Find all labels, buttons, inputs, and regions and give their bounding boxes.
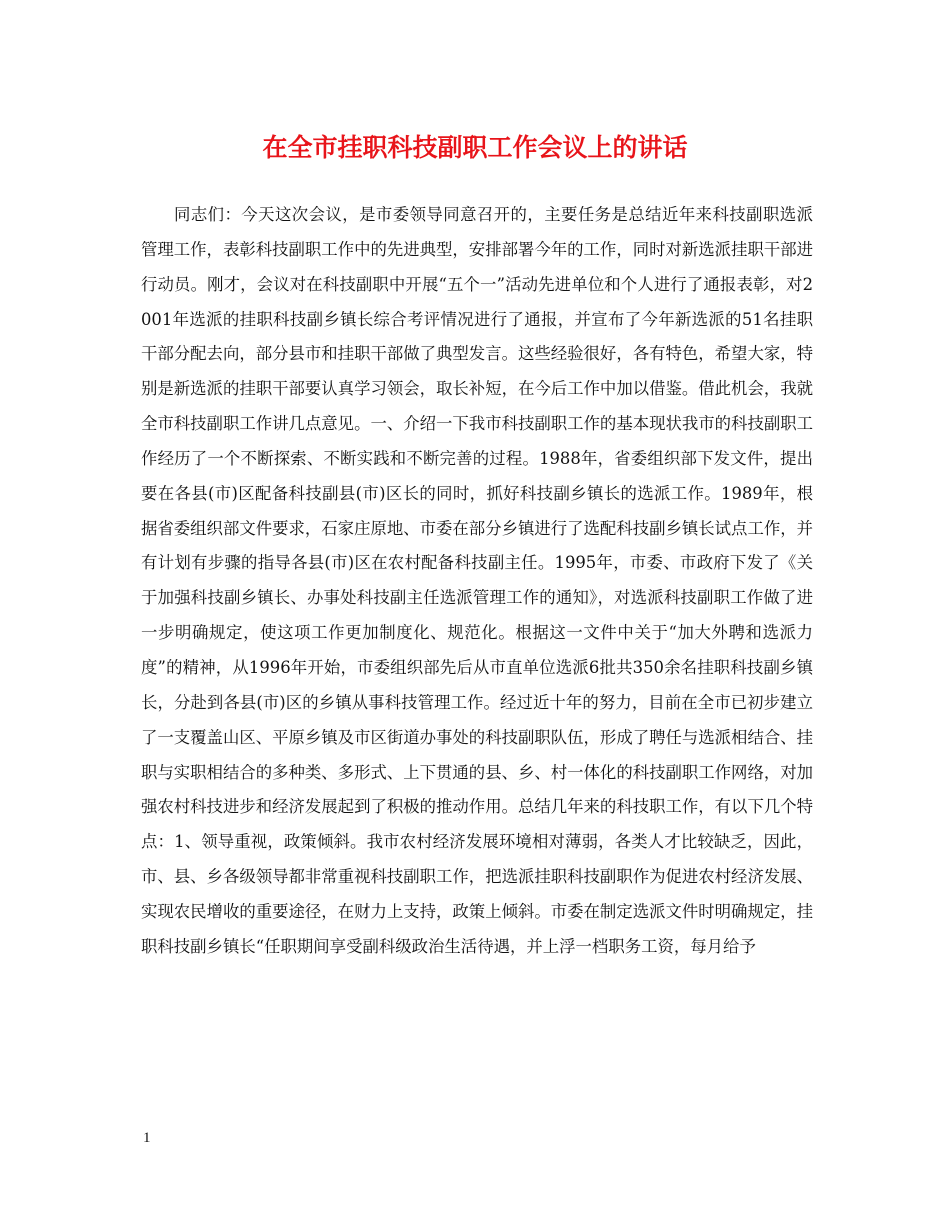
page-number: 1 <box>143 1130 151 1146</box>
document-body-paragraph: 同志们：今天这次会议，是市委领导同意召开的，主要任务是总结近年来科技副职选派管理工作，表彰科技副职工作中的先进典型，安排部署今年的工作，同时对新选派挂职干部进行动员。刚才，会议对在科技副职中开展“五个一”活动先进单位和个人进行了通报表彰，对2001年选派的挂职科技副乡镇长综合考评情况进行了通报，并宣布了今年新选派的51名挂职干部分配去向，部分县市和挂职干部做了典型发言。这些经验很好，各有特色，希望大家，特别是新选派的挂职干部要认真学习领会，取长补短，在今后工作中加以借鉴。借此机会，我就全市科技副职工作讲几点意见。一、介绍一下我市科技副职工作的基本现状我市的科技副职工作经历了一个不断探索、不断实践和不断完善的过程。1988年，省委组织部下发文件，提出要在各县(市)区配备科技副县(市)区长的同时，抓好科技副乡镇长的选派工作。1989年，根据省委组织部文件要求，石家庄原地、市委在部分乡镇进行了选配科技副乡镇长试点工作，并有计划有步骤的指导各县(市)区在农村配备科技副主任。1995年，市委、市政府下发了《关于加强科技副乡镇长、办事处科技副主任选派管理工作的通知》，对选派科技副职工作做了进一步明确规定，使这项工作更加制度化、规范化。根据这一文件中关于“加大外聘和选派力度”的精神，从1996年开始，市委组织部先后从市直单位选派6批共350余名挂职科技副乡镇长，分赴到各县(市)区的乡镇从事科技管理工作。经过近十年的努力，目前在全市已初步建立了一支覆盖山区、平原乡镇及市区街道办事处的科技副职队伍，形成了聘任与选派相结合、挂职与实职相结合的多种类、多形式、上下贯通的县、乡、村一体化的科技副职工作网络，对加强农村科技进步和经济发展起到了积极的推动作用。总结几年来的科技职工作，有以下几个特点：1、领导重视，政策倾斜。我市农村经济发展环境相对薄弱，各类人才比较缺乏，因此，市、县、乡各级领导都非常重视科技副职工作，把选派挂职科技副职作为促进农村经济发展、实现农民增收的重要途径，在财力上支持，政策上倾斜。市委在制定选派文件时明确规定，挂职科技副乡镇长“任职期间享受副科级政治生活待遇，并上浮一档职务工资，每月给予 <box>141 205 814 956</box>
document-title: 在全市挂职科技副职工作会议上的讲话 <box>262 133 688 162</box>
